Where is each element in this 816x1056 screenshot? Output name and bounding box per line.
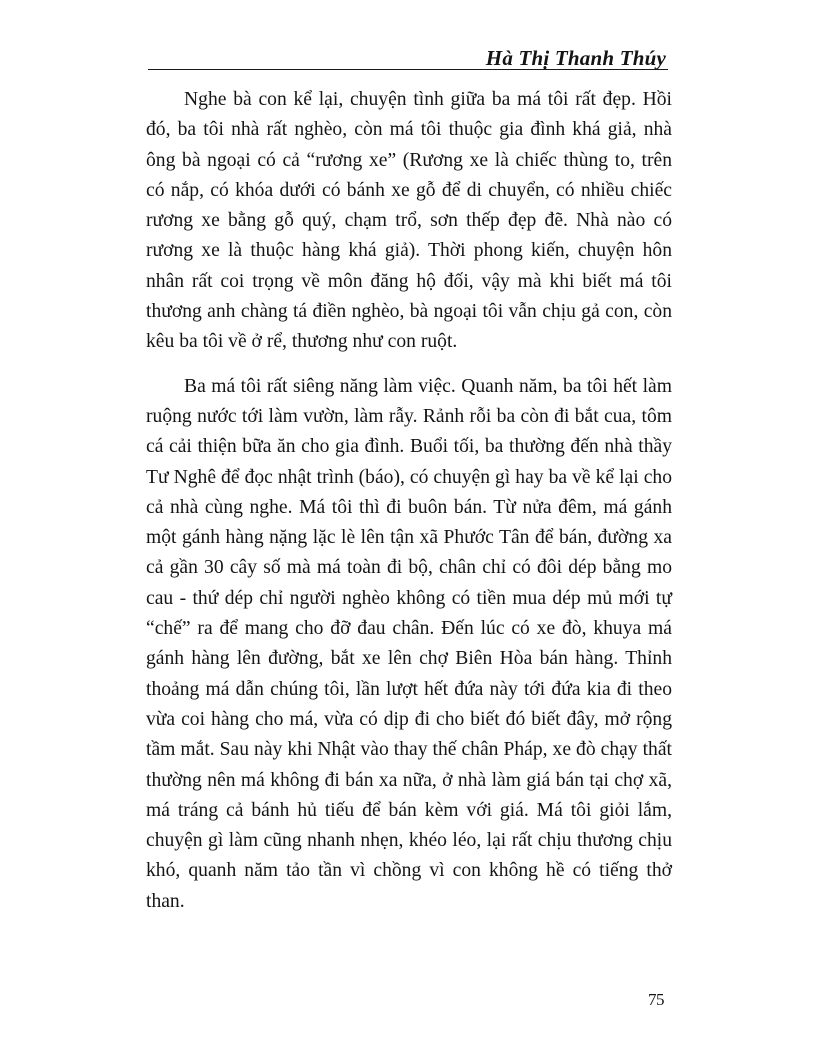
paragraph-2: Ba má tôi rất siêng năng làm việc. Quanh năm, ba tôi hết làm ruộng nước tới làm vườn, làm rẫy. Rảnh rỗi ba còn đi bắt cua, tôm cá cải thiện bữa ăn cho gia đình. Buổi tối, ba thường đến nhà thầy Tư Nghê để đọc nhật trình (báo), có chuyện gì hay ba về kể lại cho cả nhà cùng nghe. Má tôi thì đi buôn bán. Từ nửa đêm, má gánh một gánh hàng nặng lặc lè lên tận xã Phước Tân để bán, đường xa cả gần 30 cây số mà má toàn đi bộ, chân chỉ có đôi dép bằng mo cau - thứ dép chỉ người nghèo không có tiền mua dép mủ mới tự “chế” ra để mang cho đỡ đau chân. Đến lúc có xe đò, khuya má gánh hàng lên đường, bắt xe lên chợ Biên Hòa bán hàng. Thỉnh thoảng má dẫn chúng tôi, lần lượt hết đứa này tới đứa kia đi theo vừa coi hàng cho má, vừa có dịp đi cho biết đó biết đây, mở rộng tầm mắt. Sau này khi Nhật vào thay thế chân Pháp, xe đò chạy thất thường nên má không đi bán xa nữa, ở nhà làm giá bán tại chợ xã, má tráng cả bánh hủ tiếu để bán kèm với giá. Má tôi giỏi lắm, chuyện gì làm cũng nhanh nhẹn, khéo léo, lại rất chịu thương chịu khó, quanh năm tảo tần vì chồng vì con không hề có tiếng thở than. <box>146 375 672 912</box>
header-rule <box>148 69 668 70</box>
page-number: 75 <box>648 990 664 1009</box>
paragraph-1: Nghe bà con kể lại, chuyện tình giữa ba má tôi rất đẹp. Hồi đó, ba tôi nhà rất nghèo, còn má tôi thuộc gia đình khá giả, nhà ông bà ngoại có cả “rương xe” (Rương xe là chiếc thùng to, trên có nắp, có khóa dưới có bánh xe gỗ để di chuyển, có nhiều chiếc rương xe bằng gỗ quý, chạm trổ, sơn thếp đẹp đẽ. Nhà nào có rương xe là thuộc hàng khá giả). Thời phong kiến, chuyện hôn nhân rất coi trọng về môn đăng hộ đối, vậy mà khi biết má tôi thương anh chàng tá điền nghèo, bà ngoại tôi vẫn chịu gả con, còn kêu ba tôi về ở rể, thương như con ruột. <box>146 89 672 353</box>
running-header-author: Hà Thị Thanh Thúy <box>485 46 666 70</box>
body-text <box>146 85 672 917</box>
